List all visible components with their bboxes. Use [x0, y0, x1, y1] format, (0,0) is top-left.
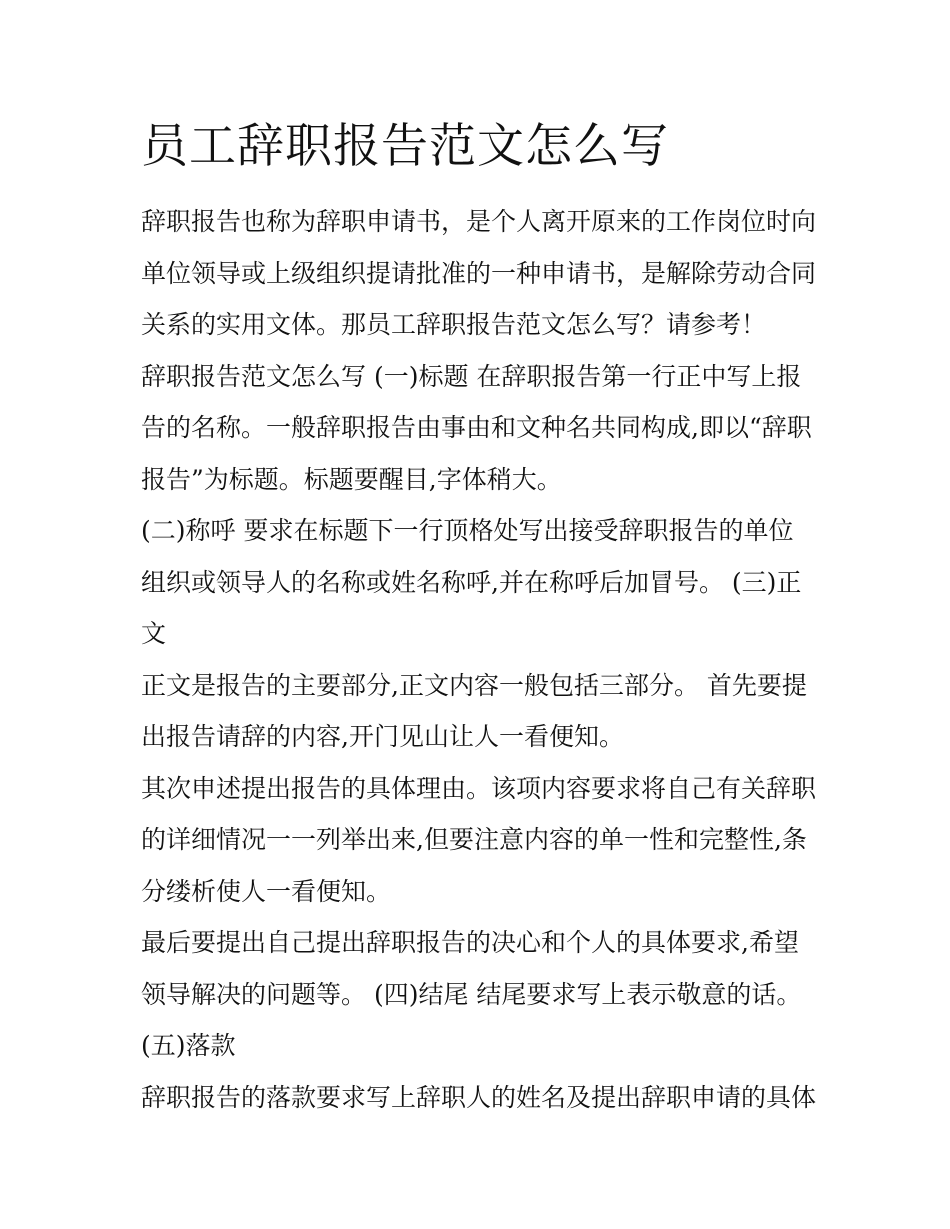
text-line: (二)称呼 要求在标题下一行顶格处写出接受辞职报告的单位	[141, 516, 794, 545]
text-line: 辞职报告范文怎么写 (一)标题 在辞职报告第一行正中写上报	[141, 361, 802, 391]
text-line: 单位领导或上级组织提请批准的一种申请书，是解除劳动合同	[141, 258, 817, 288]
text-line: 领导解决的问题等。 (四)结尾 结尾要求写上表示敬意的话。	[141, 979, 802, 1009]
paragraph-title-section	[141, 351, 821, 506]
text-line: 告的名称。一般辞职报告由事由和文种名共同构成,即以“辞职	[141, 413, 812, 442]
paragraph-body-second	[141, 763, 821, 918]
text-line: 分缕析使人一看便知。	[141, 876, 392, 906]
text-line: 正文是报告的主要部分,正文内容一般包括三部分。 首先要提	[141, 670, 807, 700]
text-line: 最后要提出自己提出辞职报告的决心和个人的具体要求,希望	[141, 928, 799, 957]
text-line: 关系的实用文体。那员工辞职报告范文怎么写？请参考！	[141, 310, 767, 339]
paragraph-signature-heading	[141, 1020, 821, 1072]
text-line: (五)落款	[141, 1031, 236, 1060]
paragraph-salutation-section	[141, 505, 821, 660]
document-title: 员工辞职报告范文怎么写	[141, 119, 669, 174]
text-line: 文	[141, 619, 167, 648]
text-line: 报告”为标题。标题要醒目,字体稍大。	[141, 464, 562, 494]
paragraph-signature-body	[141, 1072, 821, 1124]
document-body	[141, 196, 821, 1123]
text-line: 辞职报告也称为辞职申请书，是个人离开原来的工作岗位时向	[141, 207, 817, 236]
paragraph-body-last	[141, 917, 821, 1020]
text-line: 出报告请辞的内容,开门见山让人一看便知。	[141, 722, 624, 751]
text-line: 的详细情况一一列举出来,但要注意内容的单一性和完整性,条	[141, 825, 807, 854]
paragraph-intro	[141, 196, 821, 351]
text-line: 辞职报告的落款要求写上辞职人的姓名及提出辞职申请的具体	[141, 1082, 817, 1112]
text-line: 其次申述提出报告的具体理由。该项内容要求将自己有关辞职	[141, 773, 817, 803]
paragraph-body-first	[141, 660, 821, 763]
text-line: 组织或领导人的名称或姓名称呼,并在称呼后加冒号。 (三)正	[141, 567, 802, 597]
